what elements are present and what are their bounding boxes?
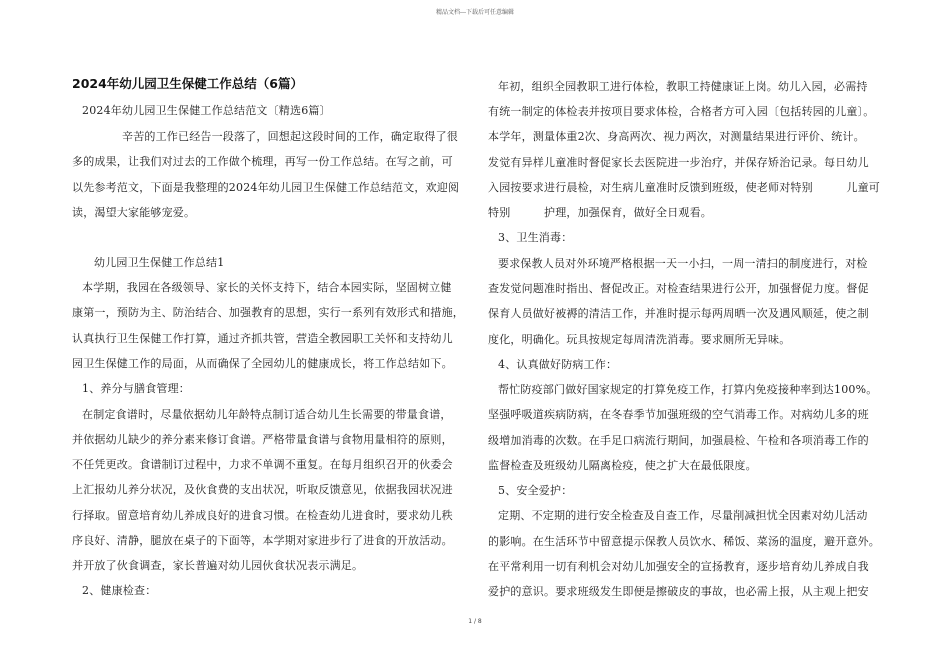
text-line: 年初，组织全园教职工进行体检，教职工持健康证上岗。幼儿入园，必需持 (498, 80, 868, 93)
text-line: 多的成果，让我们对过去的工作做个梳理，再写一份工作总结。在写之前，可 (72, 155, 453, 168)
text-line: 查发觉问题准时指出、督促改正。对检查结果进行公开，加强督促力度。督促 (488, 282, 869, 295)
text-line: 康第一，预防为主、防治结合、加强教育的思想，实行一系列有效形式和措施， (72, 306, 464, 319)
text-line: 本学年，测量体重2次、身高两次、视力两次，对测量结果进行评价、统计。 (488, 130, 865, 143)
text-line: 本学期，我园在各级领导、家长的关怀支持下，结合本园实际，坚固树立健 (82, 281, 452, 294)
text-line: 度化，明确化。玩具按规定每周清洗消毒。要求厕所无异味。 (488, 333, 791, 346)
text-line: 辛苦的工作已经告一段落了，回想起这段时间的工作，确定取得了很 (122, 130, 458, 143)
document-title: 2024年幼儿园卫生保健工作总结（6篇） (72, 76, 303, 91)
text-line: 在制定食谱时，尽量依据幼儿年龄特点制订适合幼儿生长需要的带量食谱， (82, 408, 452, 421)
text-line: 坚强呼吸道疾病防病，在冬春季节加强班级的空气消毒工作。对病幼儿多的班 (488, 408, 869, 421)
text-line: 2024年幼儿园卫生保健工作总结范文〔精选6篇〕 (82, 104, 331, 117)
text-line: 认真执行卫生保健工作打算，通过齐抓共管，营造全教园职工关怀和支持幼儿 (72, 332, 453, 345)
text-line: 并依据幼儿缺少的养分素来修订食谱。严格带量食谱与食物用量相符的原则， (72, 433, 453, 446)
text-line: 级增加消毒的次数。在手足口病流行期间，加强晨检、午检和各项消毒工作的 (488, 434, 869, 447)
text-line: 不任凭更改。食谱制订过程中，力求不单调不重复。在每月组织召开的伙委会 (72, 458, 453, 471)
text-line: 要求保教人员对外环境严格根据一天一小扫，一周一清扫的制度进行，对检 (498, 257, 868, 270)
text-line: 序良好、清静，腿放在桌子的下面等，本学期对家进步行了进食的开放活动。 (72, 534, 453, 547)
text-line: 爱护的意识。要求班级发生即便是擦破皮的事故，也必需上报，从主观上把安 (488, 585, 869, 598)
text-line: 的影响。在生活环节中留意提示保教人员饮水、稀饭、菜汤的温度，避开意外。 (488, 535, 880, 548)
text-line: 3、卫生消毒： (498, 231, 573, 244)
text-line: 以先参考范文，下面是我整理的2024年幼儿园卫生保健工作总结范文，欢迎阅 (72, 181, 460, 194)
text-line: 监督检查及班级幼儿隔离检疫，使之扩大在最低限度。 (488, 459, 757, 472)
text-line: 帮忙防疫部门做好国家规定的打算免疫工作，打算内免疫接种率到达100%。 (498, 383, 878, 396)
text-line: 1、养分与膳食管理： (82, 382, 190, 395)
text-line: 读，渴望大家能够宠爱。 (72, 206, 196, 219)
text-line: 入园按要求进行晨检，对生病儿童准时反馈到班级，使老师对特别 儿童可 (488, 181, 880, 194)
text-line: 行择取。留意培育幼儿养成良好的进食习惯。在检查幼儿进食时，要求幼儿秩 (72, 509, 453, 522)
text-line: 特别 护理，加强保育，做好全日观看。 (488, 206, 712, 219)
text-line: 定期、不定期的进行安全检查及自查工作，尽量削减担忧全因素对幼儿活动 (498, 509, 868, 522)
text-line: 5、安全爱护： (498, 484, 573, 497)
text-line: 上汇报幼儿养分状况，及伙食费的支出状况，听取反馈意见，依据我园状况进 (72, 483, 453, 496)
text-line: 园卫生保健工作的局面，从而确保了全园幼儿的健康成长，将工作总结如下。 (72, 357, 453, 370)
text-line: 发觉有异样儿童准时督促家长去医院进一步治疗，并保存矫治记录。每日幼儿 (488, 156, 869, 169)
text-line: 幼儿园卫生保健工作总结1 (94, 256, 225, 269)
text-line: 2、健康检查： (82, 584, 157, 597)
text-line: 并开放了伙食调查，家长普遍对幼儿园伙食状况表示满足。 (72, 559, 364, 572)
page-header: 精品文档---下载后可任意编辑 (435, 9, 515, 16)
text-line: 有统一制定的体检表并按项目要求体检，合格者方可入园〔包括转园的儿童〕。 (488, 105, 875, 118)
text-line: 4、认真做好防病工作： (498, 358, 618, 371)
text-line: 保育人员做好被褥的清洁工作，并准时提示每两周晒一次及遇风顺延，使之制 (488, 307, 869, 320)
page-number: 1 / 8 (468, 618, 482, 625)
text-line: 在平常利用一切有利机会对幼儿加强安全的宣扬教育，逐步培育幼儿养成自我 (488, 560, 869, 573)
